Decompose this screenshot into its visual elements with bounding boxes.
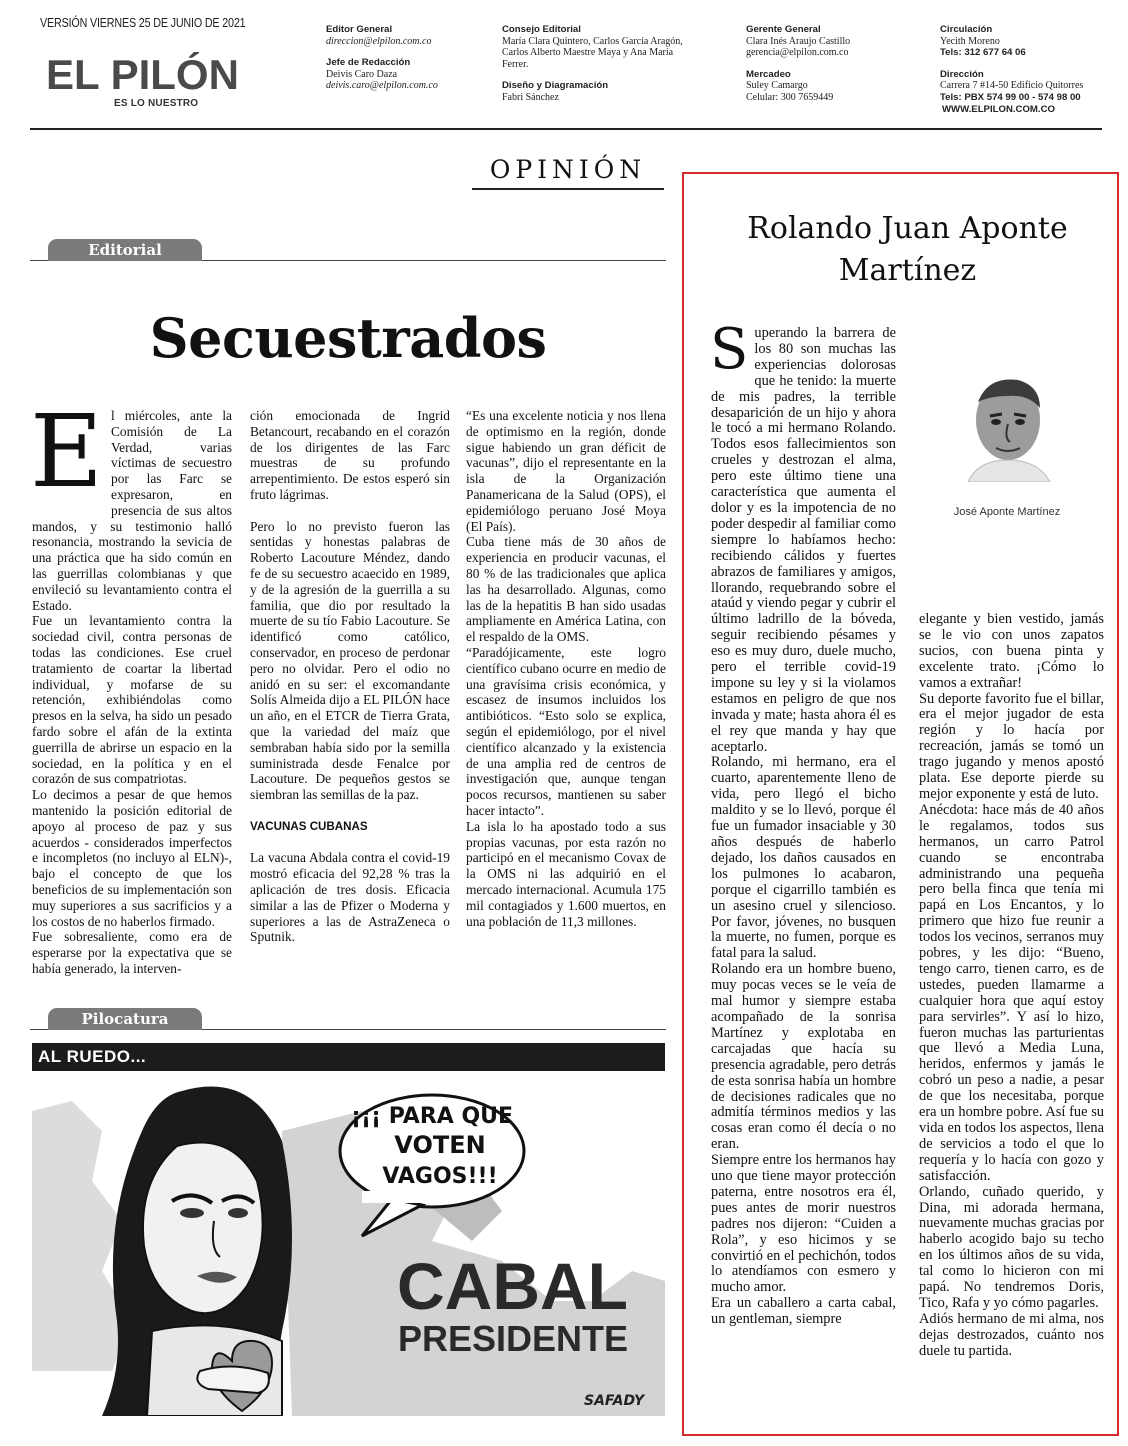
staff-column-1: [326, 24, 486, 92]
staff-phone: Celular: 300 7659449: [746, 91, 834, 103]
editorial-paragraph: l miércoles, ante la Comisión de La Verdad, varias víctimas de secuestro por las Farc se expresaron, en presencia de sus altos mandos, y su testimonio halló resonancia, mostrando la sevicia de una práctica que ha sido común en las guerrillas colombianas y que envileció su levantamiento contra el Estado.: [32, 408, 232, 613]
article-paragraph: Rolando, mi hermano, era el cuarto, aparentemente lleno de vida, pero llegó el bicho maldito y se lo llevó, porque él fue un fumador insaciable y 30 años después de haberlo dejado, los daños causados en los pulmones lo acabaron, porque el cigarrillo también es un asesino cruel y silencioso. Por favor, jóvenes, no busquen la muerte, no fumen, porque es fatal para la salud.: [711, 754, 896, 962]
newspaper-slogan: ES LO NUESTRO: [114, 98, 199, 109]
staff-role: Dirección: [940, 68, 984, 80]
article-paragraph: Su deporte favorito fue el billar, era el mejor jugador de esta región y lo hacía por recreación, jamás se tomó un trago jugando y menos apostó plata. Ese deporte pierde su mejor exponente y está de luto.: [919, 690, 1104, 802]
cartoon-tab-row: [30, 1008, 666, 1030]
author-name-line-2: Martínez: [838, 253, 977, 288]
editorial-headline: Secuestrados: [149, 306, 547, 370]
website-link[interactable]: WWW.ELPILON.COM.CO: [942, 103, 1055, 115]
address: Carrera 7 #14-50 Edificio Quitorres: [940, 80, 1084, 92]
cartoon-sign-line-1: CABAL: [397, 1249, 628, 1323]
staff-name: Yecith Moreno: [940, 35, 1000, 47]
masthead: [30, 14, 1102, 130]
author-photo: [958, 372, 1058, 482]
editorial-column-2: [250, 408, 450, 945]
photo-caption: José Aponte Martínez: [953, 506, 1061, 518]
editorial-paragraph: Fue un levantamiento contra la sociedad civil, contra personas de todas las condiciones. Ese cruel tratamiento de coartar la libertad individual, y mofarse de su retención, exhibiéndolas como presos en la selva, ha sido un pesado fardo sobre el afán de la extinta guerrilla de abrirse un espacio en la sociedad, en la política y en el corazón de sus compatriotas.: [32, 613, 232, 787]
staff-name: Carlos Alberto Maestre Maya y Ana María: [502, 47, 674, 59]
drop-cap: E: [30, 393, 103, 510]
staff-name: María Clara Quintero, Carlos García Aragón,: [502, 35, 683, 47]
staff-role: Mercadeo: [746, 68, 791, 80]
staff-email: direccion@elpilon.com.co: [326, 35, 432, 47]
editorial-paragraph: ción emocionada de Ingrid Betancourt, recabando en el corazón de los dirigentes de las Farc muestras de su profundo arrepentimiento. De estos esperó sin fruto lágrimas.: [250, 408, 450, 502]
cartoon-illustration: [32, 1071, 665, 1416]
staff-column-2: [502, 24, 716, 104]
editorial-subheading: VACUNAS CUBANAS: [250, 819, 368, 833]
article-paragraph: elegante y bien vestido, jamás se le vio con unos zapatos sucios, con buena pinta y excelente trato. ¡Cómo lo vamos a extrañar!: [919, 611, 1104, 691]
article-paragraph: Anécdota: hace más de 40 años le regalamos, todos sus hermanos, un carro Patrol cuando se encontraba administrando una pequeña pero bella finca que tenía mi papá en Los Encantos, y lo primero que hizo fue reunir a todos los vecinos, serranos muy pobres, y les dijo: “Bueno, tengo carro, tienen carro, es de ustedes, pueden llamarme a cualquier hora que aquí estoy para servirles”. Y así lo hizo, fueron muchas las parturientas que llevó a Media Luna, heridos, enfermos y jamás le cobró un peso a nadie, a pesar de que los necesitaba, porque era un hombre pobre. Así fue su vida en todos los aspectos, llena de servicios a todo el que lo requería y lo hacía con gozo y satisfacción.: [919, 801, 1104, 1184]
editorial-paragraph: La vacuna Abdala contra el covid-19 mostró eficacia del 92,28 % tras la aplicación de tres dosis. Eficacia similar a las de Pfizer o Moderna y superiores a las de AstraZeneca o Sputnik.: [250, 850, 450, 945]
staff-phone: Tels: PBX 574 99 00 - 574 98 00: [940, 91, 1081, 103]
editorial-paragraph: La isla lo ha apostado todo a sus propias vacunas, por esta razón no participó en el mecanismo Covax de la OMS ni las adquirió en el mercado internacional. Acumula 175 mil contagiados y 1.600 muertos, en una población de 11,3 millones.: [466, 818, 666, 929]
bubble-line-3: VAGOS!!!: [382, 1164, 498, 1189]
column-author-title: [700, 208, 1115, 292]
opinion-column-2: [919, 612, 1104, 1360]
editorial-paragraph: Pero lo no previsto fueron las sentidas y honestas palabras de Roberto Lacouture Méndez, dando fe de su secuestro acaecido en 1989, y de la agresión de la guerrilla a su familia, que dio por resultado la muerte de su tío Fabio Lacouture. Se identificó como católico, conservador, en proceso de perdonar pero no olvidar. Pero el odio no anidó en su ser: el excomandante Solís Almeida dijo a EL PILÓN hace un año, en el ETCR de Tierra Grata, que la variedad del maíz que sembraban había sido por la semilla suministrada desde Fenalce por Lacouture. De pequeños gestos se siembran las semillas de la paz.: [250, 518, 450, 803]
article-paragraph: Siempre entre los hermanos hay uno que tiene mayor protección paterna, entre nosotros era él, pues antes de morir nuestros padres nos dijeron: “Cuiden a Rola”, y eso hicimos y se convirtió en el pechichón, todos lo atendíamos con esmero y mucho amor.: [711, 1152, 896, 1296]
editorial-paragraph: Cuba tiene más de 30 años de experiencia en producir vacunas, el 80 % de las tradicionales que aplica las ha desarrollado. Algunas, como las de la hepatitis B han sido usadas ampliamente en América Latina, con el respaldo de la OMS.: [466, 534, 666, 645]
staff-role: Circulación: [940, 24, 993, 35]
staff-role: Jefe de Redacción: [326, 57, 411, 69]
staff-role: Gerente General: [746, 24, 821, 35]
section-title: OPINIÓN: [472, 150, 664, 190]
author-portrait-image: [958, 372, 1058, 482]
staff-email: gerencia@elpilon.com.co: [746, 47, 849, 59]
editorial-column-3: [466, 408, 666, 929]
article-paragraph: Era un caballero a carta cabal, un gentleman, siempre: [711, 1295, 896, 1328]
staff-name: Deivis Caro Daza: [326, 68, 398, 80]
editorial-paragraph: “Es una excelente noticia y nos llena de optimismo en la región, donde sigue habiendo un gran déficit de vacunas”, dijo el representante en la isla de la Organización Panamericana de la Salud (OPS), el epidemiólogo peruano José Moya (El País).: [466, 408, 666, 534]
editorial-tab: Editorial: [48, 239, 202, 261]
staff-name: Clara Inés Araujo Castillo: [746, 35, 851, 47]
newspaper-logo: EL PILÓN: [46, 51, 239, 98]
article-paragraph: Rolando era un hombre bueno, muy pocas veces se le veía de mal humor y siempre estaba acompañado de la sonrisa Martínez y explotaba en carcajadas que hacía su presencia agradable, pero detrás de esta sonrisa había un hombre de decisiones radicales que no admitía términos medios y las cosas eran como él decía o no eran.: [711, 961, 896, 1153]
staff-column-4: [940, 24, 1105, 115]
political-cartoon: [32, 1071, 665, 1416]
drop-cap: S: [710, 317, 749, 382]
staff-name: Suley Camargo: [746, 80, 808, 92]
bubble-line-2: VOTEN: [394, 1131, 486, 1159]
editorial-column-1: [30, 393, 232, 977]
article-paragraph: uperando la barrera de los 80 son muchas las experiencias dolorosas que he tenido: la muerte de mis padres, la terrible desaparición de un hijo y ahora le tocó a mi hermano Rolando. Todos esos fallecimientos son crueles y destrozan el alma, pero este último tiene una característica que aumenta el dolor y es la impotencia de no poder despedir al familiar como siempre lo habíamos hecho: recibiendo cálidos y fuertes abrazos de familiares y amigos, llorando, requebrando sobre el ataúd y viendo pegar y cubrir el último ladrillo de la bóveda, seguir recibiendo pésames y eso es muy duro, duele mucho, pero el terrible covid-19 impone su ley y si la violamos estamos en peligro de que nos invada y mate; hasta ahora él es el rey que manda y hay que aceptarlo.: [711, 325, 896, 755]
bubble-line-1: ¡¡¡ PARA QUE: [350, 1104, 514, 1129]
article-paragraph: Adiós hermano de mi alma, nos dejas destrozados, cuánto nos duele tu partida.: [919, 1310, 1104, 1359]
staff-email: deivis.caro@elpilon.com.co: [326, 80, 438, 92]
cartoon-banner: AL RUEDO...: [32, 1043, 665, 1071]
edition-date: VERSIÓN VIERNES 25 DE JUNIO DE 2021: [40, 16, 246, 30]
editorial-paragraph: Lo decimos a pesar de que hemos mantenido la posición editorial de apoyo al proceso de paz y sus acuerdos - considerados imperfectos e incompletos (no incluyo al ELN)-, bajo el concepto de que los beneficios de su implementación son muy superiores a sus sacrificios y a los costos de no haberlos firmado.: [32, 787, 232, 929]
cartoon-sign-line-2: PRESIDENTE: [398, 1318, 629, 1359]
opinion-column-1: [710, 317, 896, 1328]
staff-role: Editor General: [326, 24, 393, 35]
staff-column-3: [746, 24, 916, 104]
editorial-paragraph: “Paradójicamente, este logro científico cubano ocurre en medio de una gravísima crisis económica, y escasez de insumos incluidos los antibióticos. “Esto solo se explica, según el epidemiólogo, por el nivel científico alcanzado y la existencia de una amplia red de centros de investigación que, aunque tengan pocos recursos, mantienen su saber hacer intacto”.: [466, 644, 666, 818]
staff-role: Diseño y Diagramación: [502, 80, 609, 92]
staff-name: Fabri Sánchez: [502, 91, 559, 103]
staff-role: Consejo Editorial: [502, 24, 581, 35]
editorial-tab-row: [30, 239, 666, 261]
author-name-line-1: Rolando Juan Aponte: [747, 211, 1068, 246]
staff-phone: Tels: 312 677 64 06: [940, 47, 1026, 59]
cartoonist-signature: SAFADY: [584, 1393, 645, 1409]
editorial-paragraph: Fue sobresaliente, como era de esperarse por la expectativa que se había generado, la interven-: [32, 929, 232, 976]
article-paragraph: Orlando, cuñado querido, y Dina, mi adorada hermana, nuevamente muchas gracias por haberlo acogido bajo su techo en los últimos años de su vida, tal como lo hicieron con mi papá. No tendremos Doris, Tico, Rafa y yo cómo pagarles.: [919, 1183, 1104, 1311]
staff-name: Ferrer.: [502, 58, 529, 70]
cartoon-tab: Pilocatura: [48, 1008, 202, 1030]
